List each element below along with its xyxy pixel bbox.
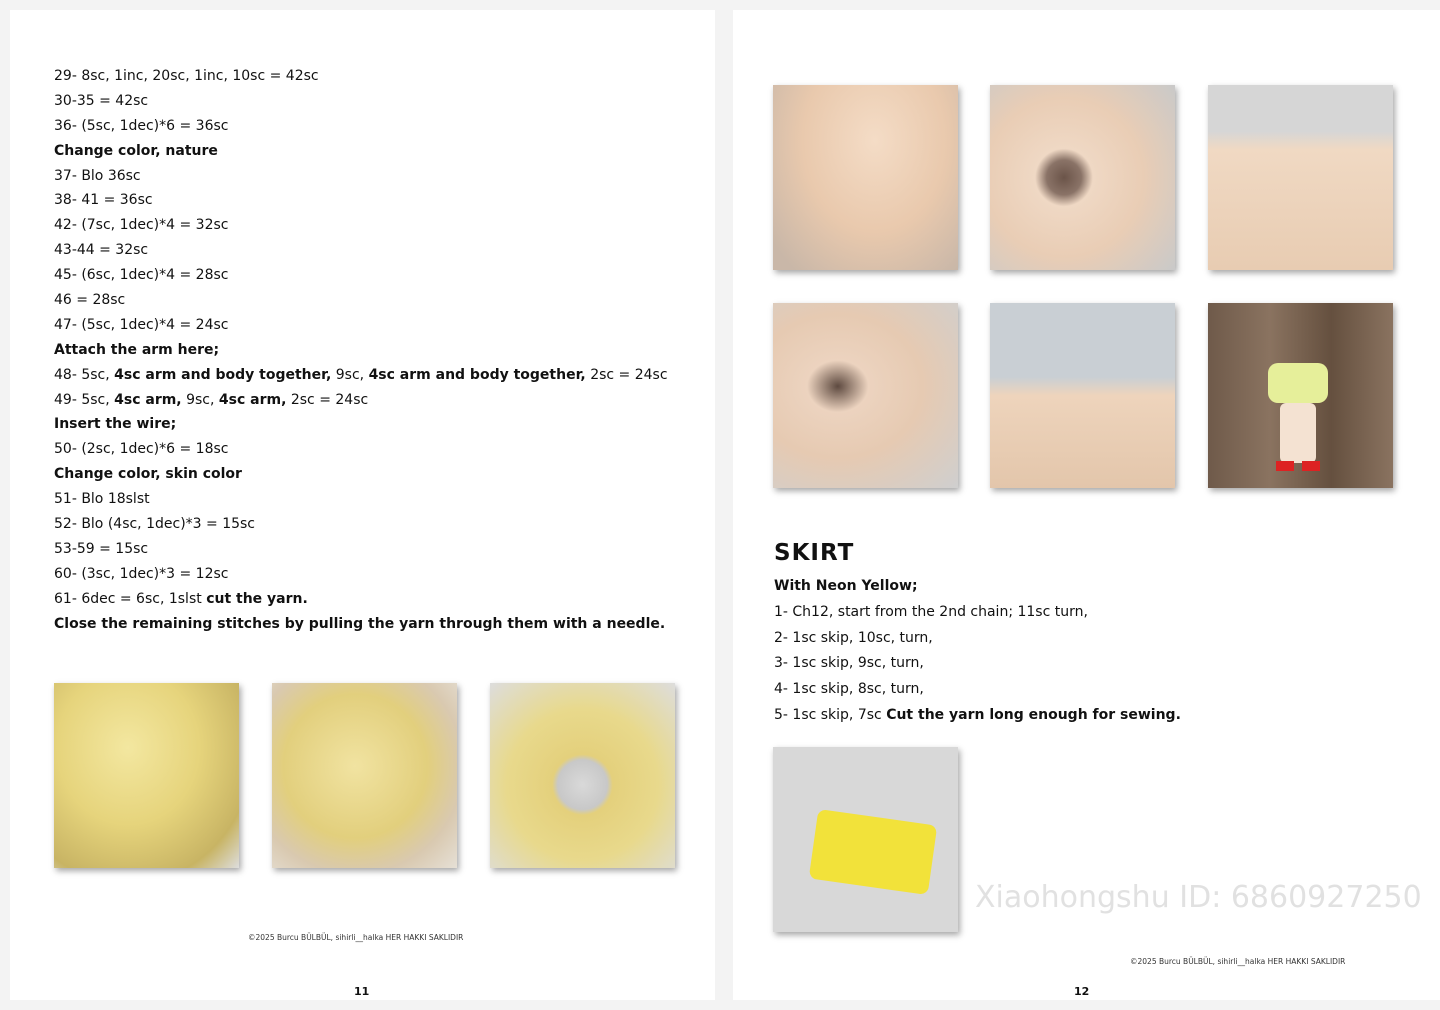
bold-text: Change color, skin color (54, 466, 242, 483)
pattern-line (54, 340, 668, 365)
pattern-line (774, 602, 1181, 628)
photo-skirt-piece (773, 747, 958, 932)
pattern-line (774, 628, 1181, 654)
copyright-footer: ©2025 Burcu BÜLBÜL, sihirli__halka HER HAKKI SAKLIDIR (248, 933, 464, 942)
pattern-line (54, 290, 668, 315)
pattern-line (54, 539, 668, 564)
page-number: 11 (354, 985, 370, 998)
bold-text: 4sc arm, (114, 391, 182, 408)
page-12 (733, 10, 1440, 1000)
bold-text: Cut the yarn long enough for sewing. (886, 706, 1181, 723)
text: 60- (3sc, 1dec)*3 = 12sc (54, 565, 229, 582)
pattern-line (54, 166, 668, 191)
photo-wire-top (1208, 85, 1393, 270)
pattern-rows (54, 66, 668, 638)
watermark: Xiaohongshu ID: 6860927250 (975, 880, 1422, 915)
pattern-line (54, 390, 668, 415)
pattern-line (54, 514, 668, 539)
text: 37- Blo 36sc (54, 167, 141, 184)
pattern-line (54, 614, 668, 639)
pattern-line (54, 315, 668, 340)
copyright-footer: ©2025 Burcu BÜLBÜL, sihirli__halka HER HAKKI SAKLIDIR (1130, 957, 1346, 966)
pattern-line (54, 489, 668, 514)
photo-arm-attach (272, 683, 457, 868)
photo-body-top (773, 85, 958, 270)
photo-neck-wire (990, 303, 1175, 488)
text: 2sc = 24sc (286, 391, 369, 408)
bold-text: Close the remaining stitches by pulling the yarn through them with a needle. (54, 615, 666, 632)
text: 49- 5sc, (54, 391, 115, 408)
photo-wire-arm (773, 303, 958, 488)
bold-text: 4sc arm, (218, 391, 287, 408)
text: 38- 41 = 36sc (54, 192, 153, 209)
pattern-line (774, 705, 1181, 731)
text: 2sc = 24sc (585, 366, 668, 383)
pattern-line (54, 564, 668, 589)
pattern-line (54, 116, 668, 141)
pattern-line (774, 653, 1181, 679)
section-title: SKIRT (774, 540, 855, 566)
pattern-line (774, 679, 1181, 705)
text: 30-35 = 42sc (54, 92, 149, 109)
text: 48- 5sc, (54, 366, 115, 383)
pattern-line (54, 91, 668, 116)
pattern-line (54, 265, 668, 290)
text: 4- 1sc skip, 8sc, turn, (774, 681, 924, 698)
pattern-line (54, 240, 668, 265)
text: 1- Ch12, start from the 2nd chain; 11sc turn, (774, 603, 1088, 620)
text: 51- Blo 18slst (54, 491, 150, 508)
text: 50- (2sc, 1dec)*6 = 18sc (54, 441, 229, 458)
skirt-rows (774, 576, 1181, 731)
bold-text: Attach the arm here; (54, 341, 220, 358)
text: 5- 1sc skip, 7sc (774, 706, 887, 723)
bold-text: cut the yarn. (206, 590, 308, 607)
text: 36- (5sc, 1dec)*6 = 36sc (54, 117, 229, 134)
pattern-line (54, 439, 668, 464)
text: 47- (5sc, 1dec)*4 = 24sc (54, 316, 229, 333)
pattern-line (54, 464, 668, 489)
text: 45- (6sc, 1dec)*4 = 28sc (54, 267, 229, 284)
text: 29- 8sc, 1inc, 20sc, 1inc, 10sc = 42sc (54, 68, 319, 84)
photo-body-opening (54, 683, 239, 868)
text: 53-59 = 15sc (54, 540, 149, 557)
bold-text: Insert the wire; (54, 416, 177, 433)
photo-doll-body (1208, 303, 1393, 488)
bold-text: With Neon Yellow; (774, 578, 918, 594)
text: 9sc, (331, 366, 369, 383)
pattern-line (54, 589, 668, 614)
pattern-line (54, 66, 668, 91)
text: 52- Blo (4sc, 1dec)*3 = 15sc (54, 516, 255, 533)
text: 9sc, (181, 391, 219, 408)
page-11 (10, 10, 715, 1000)
text: 3- 1sc skip, 9sc, turn, (774, 655, 924, 672)
bold-text: 4sc arm and body together, (114, 366, 332, 383)
text: 43-44 = 32sc (54, 242, 149, 259)
photo-stuffing (490, 683, 675, 868)
text: 2- 1sc skip, 10sc, turn, (774, 629, 933, 646)
bold-text: Change color, nature (54, 142, 218, 159)
photo-wire-inside (990, 85, 1175, 270)
text: 61- 6dec = 6sc, 1slst (54, 590, 207, 607)
pattern-line (54, 365, 668, 390)
text: 46 = 28sc (54, 292, 126, 309)
pattern-line (54, 215, 668, 240)
pattern-line (774, 576, 1181, 602)
text: 42- (7sc, 1dec)*4 = 32sc (54, 217, 229, 234)
pattern-line (54, 414, 668, 439)
page-number: 12 (1074, 985, 1090, 998)
bold-text: 4sc arm and body together, (368, 366, 586, 383)
pattern-line (54, 190, 668, 215)
pattern-line (54, 141, 668, 166)
